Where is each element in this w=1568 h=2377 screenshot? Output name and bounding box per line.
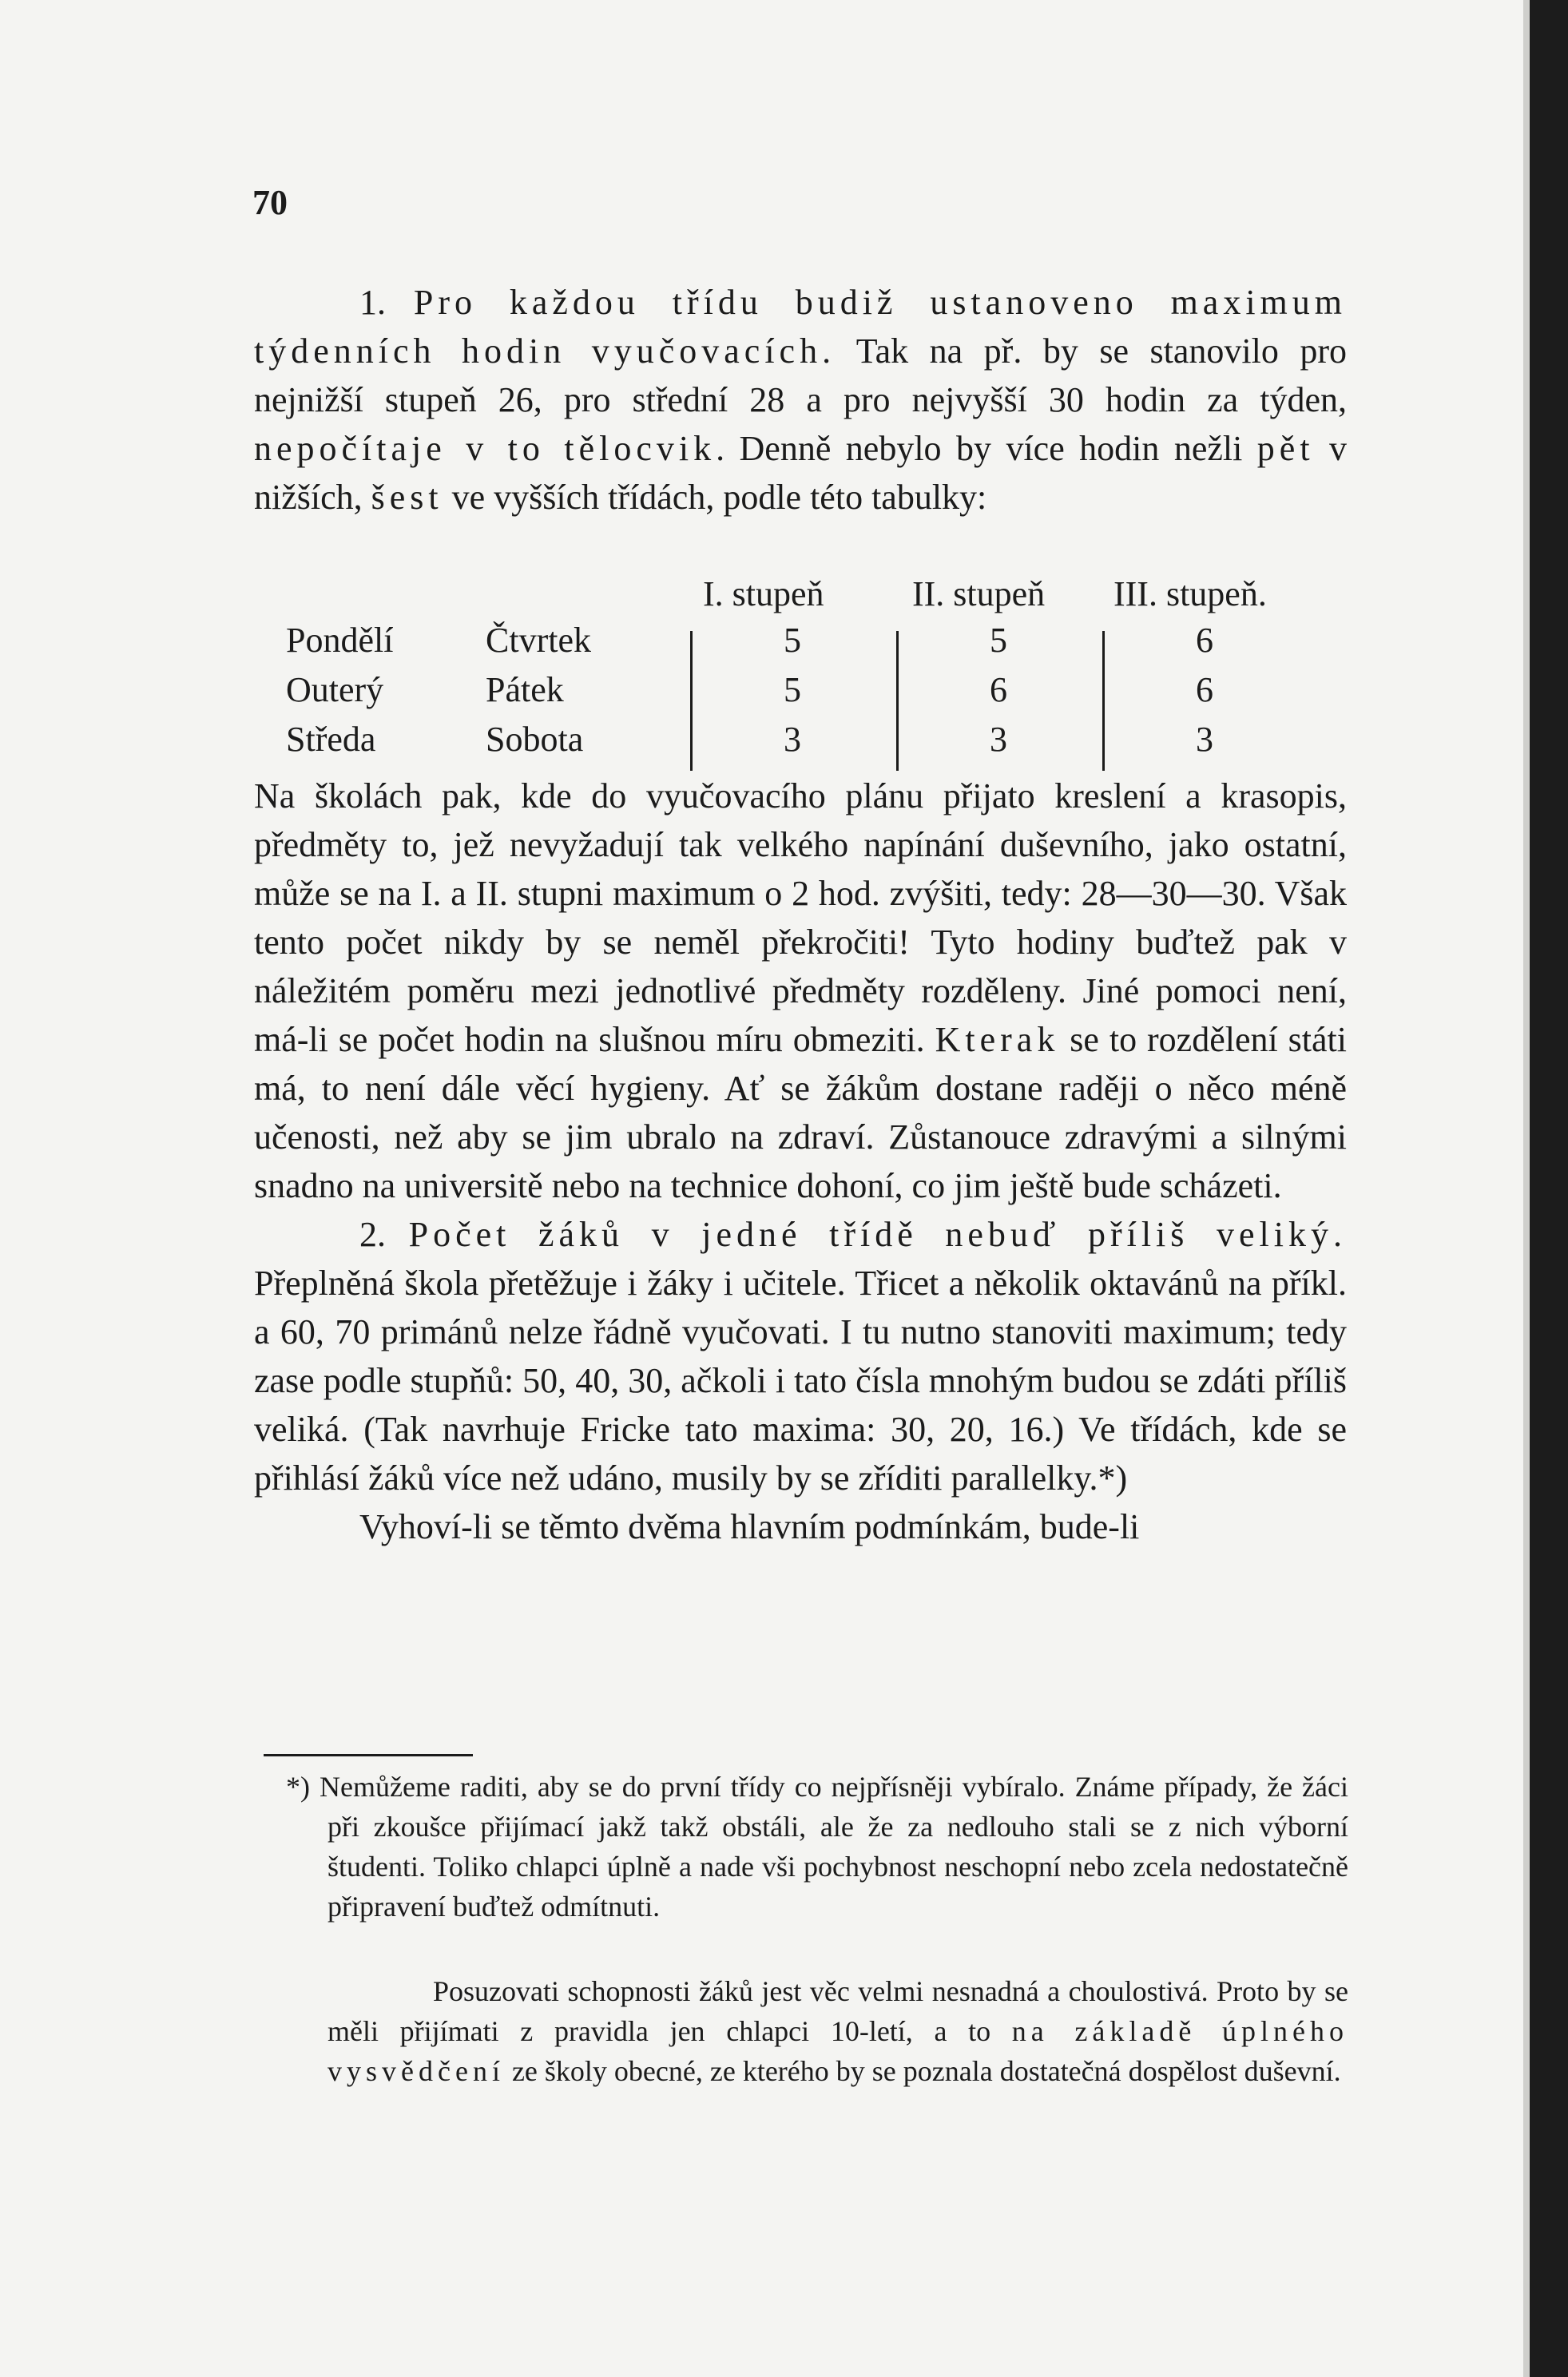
page-edge-shadow [1523,0,1530,2377]
paragraph-1-text-g: ve vyšších třídách, podle této tabulky: [443,478,987,517]
table-day-1: Středa [286,720,376,759]
paragraph-after-table-text-c: se to rozdělení státi má, to není dále věcí hygieny. Ať se žákům dostane raději o něco méně učenosti, než aby se jim ubralo na zdraví. Zůstanouce zdravými a silnými snadno na universitě nebo na technice dohoní, co jim ještě bude scházeti. [254,1020,1347,1205]
table-value-stupen-1: 5 [784,621,801,660]
paragraph-2-number: 2. [359,1215,386,1254]
footnote-1-text: Nemůžeme raditi, aby se do první třídy co nejpřísněji vybíralo. Známe případy, že žáci při zkoušce přijímací jakž takž obstáli, ale že za nedlouho stali se z nich výborní študenti. Toliko chlapci úplně a nade vši pochybnost neschopní nebo zcela nedostatečně připravení buďtež odmítnuti. [319,1771,1348,1923]
table-value-stupen-3: 6 [1196,670,1213,709]
table-divider [896,631,899,771]
table-divider [1102,631,1105,771]
page-number: 70 [252,183,288,222]
paragraph-1-spaced-f: šest [371,478,443,517]
paragraph-1-text-e: v nižších, [254,429,1348,517]
header-stupen-3: III. stupeň. [1113,574,1267,613]
paragraph-1-text-a: Tak na př. by se stanovilo pro nejnižší stupeň 26, pro střední 28 a pro nejvyšší 30 hodin za týden, [254,331,1347,419]
footnote-1 [286,1767,1348,1927]
table-value-stupen-3: 3 [1196,720,1213,759]
footnote-2-text-a: Posuzovati schopnosti žáků jest věc velmi nesnadná a choulostivá. Proto by se měli přijímati z pravidla jen chlapci 10-letí, a to [327,1975,1348,2047]
footnote-2 [327,1971,1348,2091]
paragraph-3-text: Vyhoví-li se těmto dvěma hlavním podmínkám, bude-li [359,1507,1140,1546]
paragraph-1 [254,278,1347,522]
header-stupen-1: I. stupeň [703,574,824,613]
table-value-stupen-2: 6 [990,670,1007,709]
table-day-1: Outerý [286,670,384,709]
paragraph-1-text-c: . Denně nebylo by více hodin nežli [716,429,1257,468]
paragraph-2-lead: Počet žáků v jedné třídě nebuď příliš veliký. [408,1215,1347,1254]
paragraph-2 [254,1210,1347,1502]
paragraph-after-table-spaced-b: Kterak [935,1020,1060,1059]
paragraph-1-lead: Pro každou třídu budiž ustanoveno maximum týdenních hodin vyučovacích. [254,283,1348,371]
footnote-2-text-c: ze školy obecné, ze kterého by se poznala dostatečná dospělost duševní. [504,2055,1341,2087]
paragraph-1-spaced-d: pět [1256,429,1315,468]
table-day-2: Čtvrtek [486,621,591,660]
table-value-stupen-2: 3 [990,720,1007,759]
footnote-rule [264,1754,473,1756]
paragraph-3 [254,1502,1347,1551]
paragraph-after-table [254,772,1347,1551]
paragraph-2-text: Přeplněná škola přetěžuje i žáky i učitele. Třicet a několik oktavánů na příkl. a 60, 70 primánů nelze řádně vyučovati. I tu nutno stanoviti maximum; tedy zase podle stupňů: 50, 40, 30, ačkoli i tato čísla mnohým budou se zdáti příliš veliká. (Tak navrhuje Fricke tato maxima: 30, 20, 16.) Ve třídách, kde se přihlásí žáků více než udáno, musily by se zříditi parallelky.*) [254,1264,1347,1498]
table-value-stupen-3: 6 [1196,621,1213,660]
table-value-stupen-2: 5 [990,621,1007,660]
table-day-1: Pondělí [286,621,394,660]
table-day-2: Sobota [486,720,584,759]
paragraph-1-spaced-b: nepočítaje v to tělocvik [254,429,717,468]
header-stupen-2: II. stupeň [912,574,1046,613]
footnote-1-mark: *) [286,1771,310,1803]
paragraph-1-number: 1. [359,283,386,322]
table-value-stupen-1: 3 [784,720,801,759]
table-value-stupen-1: 5 [784,670,801,709]
table-divider [690,631,693,771]
scan-border [1530,0,1568,2377]
paragraph-after-table-text-a: Na školách pak, kde do vyučovacího plánu přijato kreslení a krasopis, předměty to, jež nevyžadují tak velkého napínání duševního, jako ostatní, může se na I. a II. stupni maximum o 2 hod. zvýšiti, tedy: 28—30—30. Však tento počet nikdy by se neměl překročiti! Tyto hodiny buďtež pak v náležitém poměru mezi jednotlivé předměty rozděleny. Jiné pomoci není, má-li se počet hodin na slušnou míru obmeziti. [254,776,1347,1059]
footnote-2-spaced-b: na základě úplného vysvědčení [327,2015,1349,2087]
table-day-2: Pátek [486,670,564,709]
